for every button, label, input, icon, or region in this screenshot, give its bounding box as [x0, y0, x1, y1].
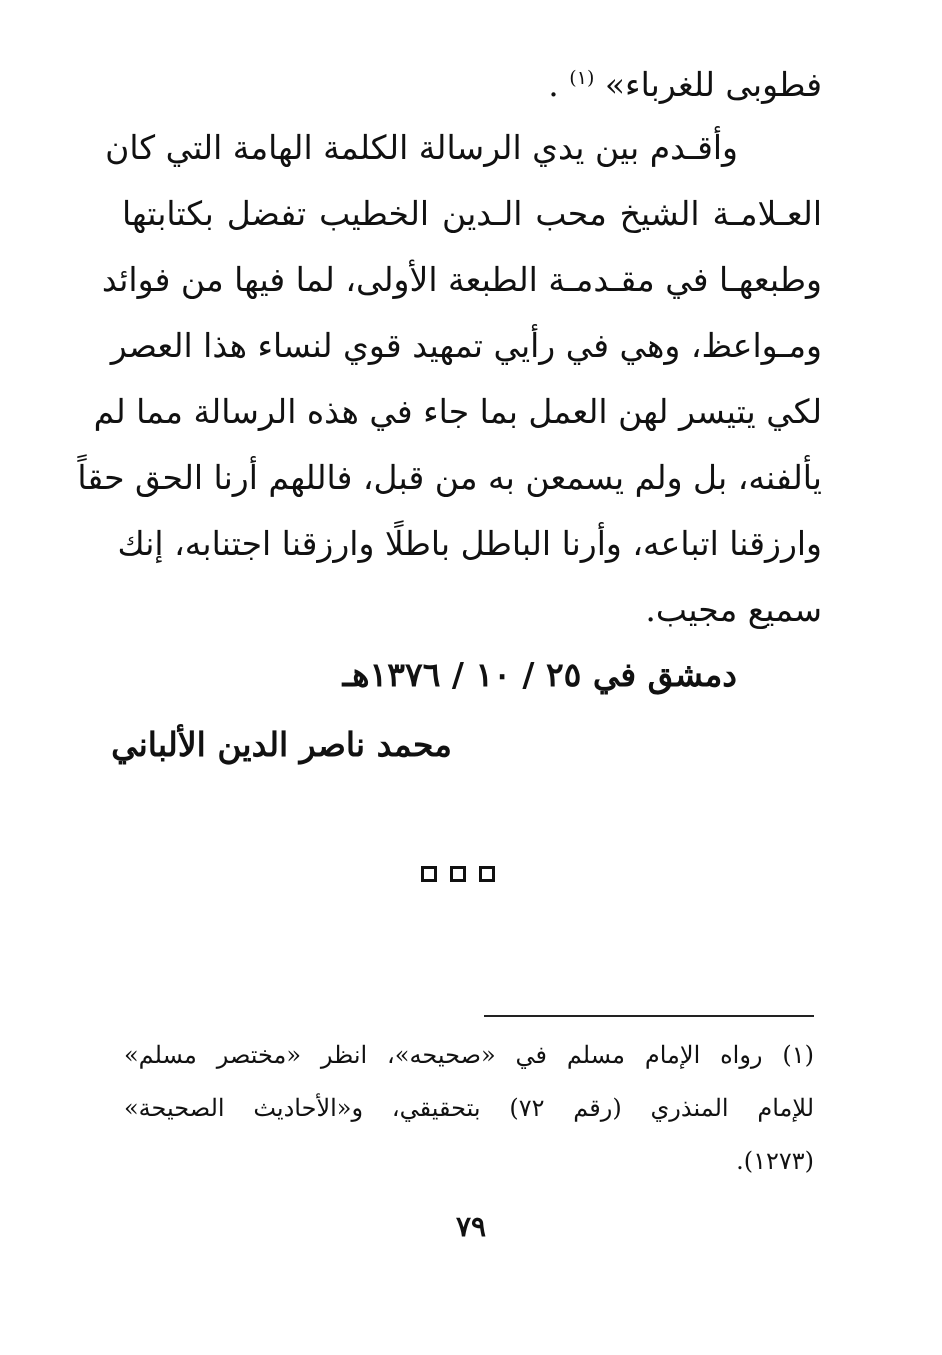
page-number: ٧٩ — [455, 1210, 487, 1243]
paragraph-line-2: العـلامـة الشيخ محب الـدين الخطيب تفضل بكتابتها — [122, 194, 822, 233]
section-separator — [421, 866, 521, 886]
footnote-line-2: للإمام المنذري (رقم ٧٢) بتحقيقي، و«الأحاديث الصحيحة» — [124, 1094, 815, 1122]
paragraph-line-4: ومـواعظ، وهي في رأيي تمهيد قوي لنساء هذا العصر — [110, 326, 822, 365]
paragraph-line-6: يألفنه، بل ولم يسمعن به من قبل، فاللهم أرنا الحق حقاً — [77, 458, 822, 497]
separator-square-icon — [450, 866, 466, 882]
paragraph-line-1: وأقـدم بين يدي الرسالة الكلمة الهامة التي كان — [105, 128, 738, 167]
opening-line-text: فطوبى للغرباء» — [604, 65, 822, 104]
paragraph-line-8: سميع مجيب. — [645, 590, 822, 629]
paragraph-line-3: وطبعهـا في مقـدمـة الطبعة الأولى، لما فيها من فوائد — [101, 260, 822, 299]
date-place-line: دمشق في ٢٥ / ١٠ / ١٣٧٦هـ — [342, 655, 737, 694]
footnote-line-1: (١) رواه الإمام مسلم في «صحيحه»، انظر «مختصر مسلم» — [124, 1041, 814, 1069]
paragraph-line-5: لكي يتيسر لهن العمل بما جاء في هذه الرسالة مما لم — [93, 392, 822, 431]
opening-line — [122, 48, 822, 115]
footnote-divider — [484, 1015, 814, 1017]
separator-square-icon — [421, 866, 437, 882]
separator-square-icon — [479, 866, 495, 882]
opening-line-period: . — [548, 65, 559, 104]
footnote-reference: (١) — [569, 67, 595, 89]
author-signature: محمد ناصر الدين الألباني — [111, 725, 452, 764]
paragraph-line-7: وارزقنا اتباعه، وأرنا الباطل باطلًا وارزقنا اجتنابه، إنك — [117, 524, 822, 563]
footnote-line-3: (١٢٧٣). — [736, 1147, 814, 1175]
